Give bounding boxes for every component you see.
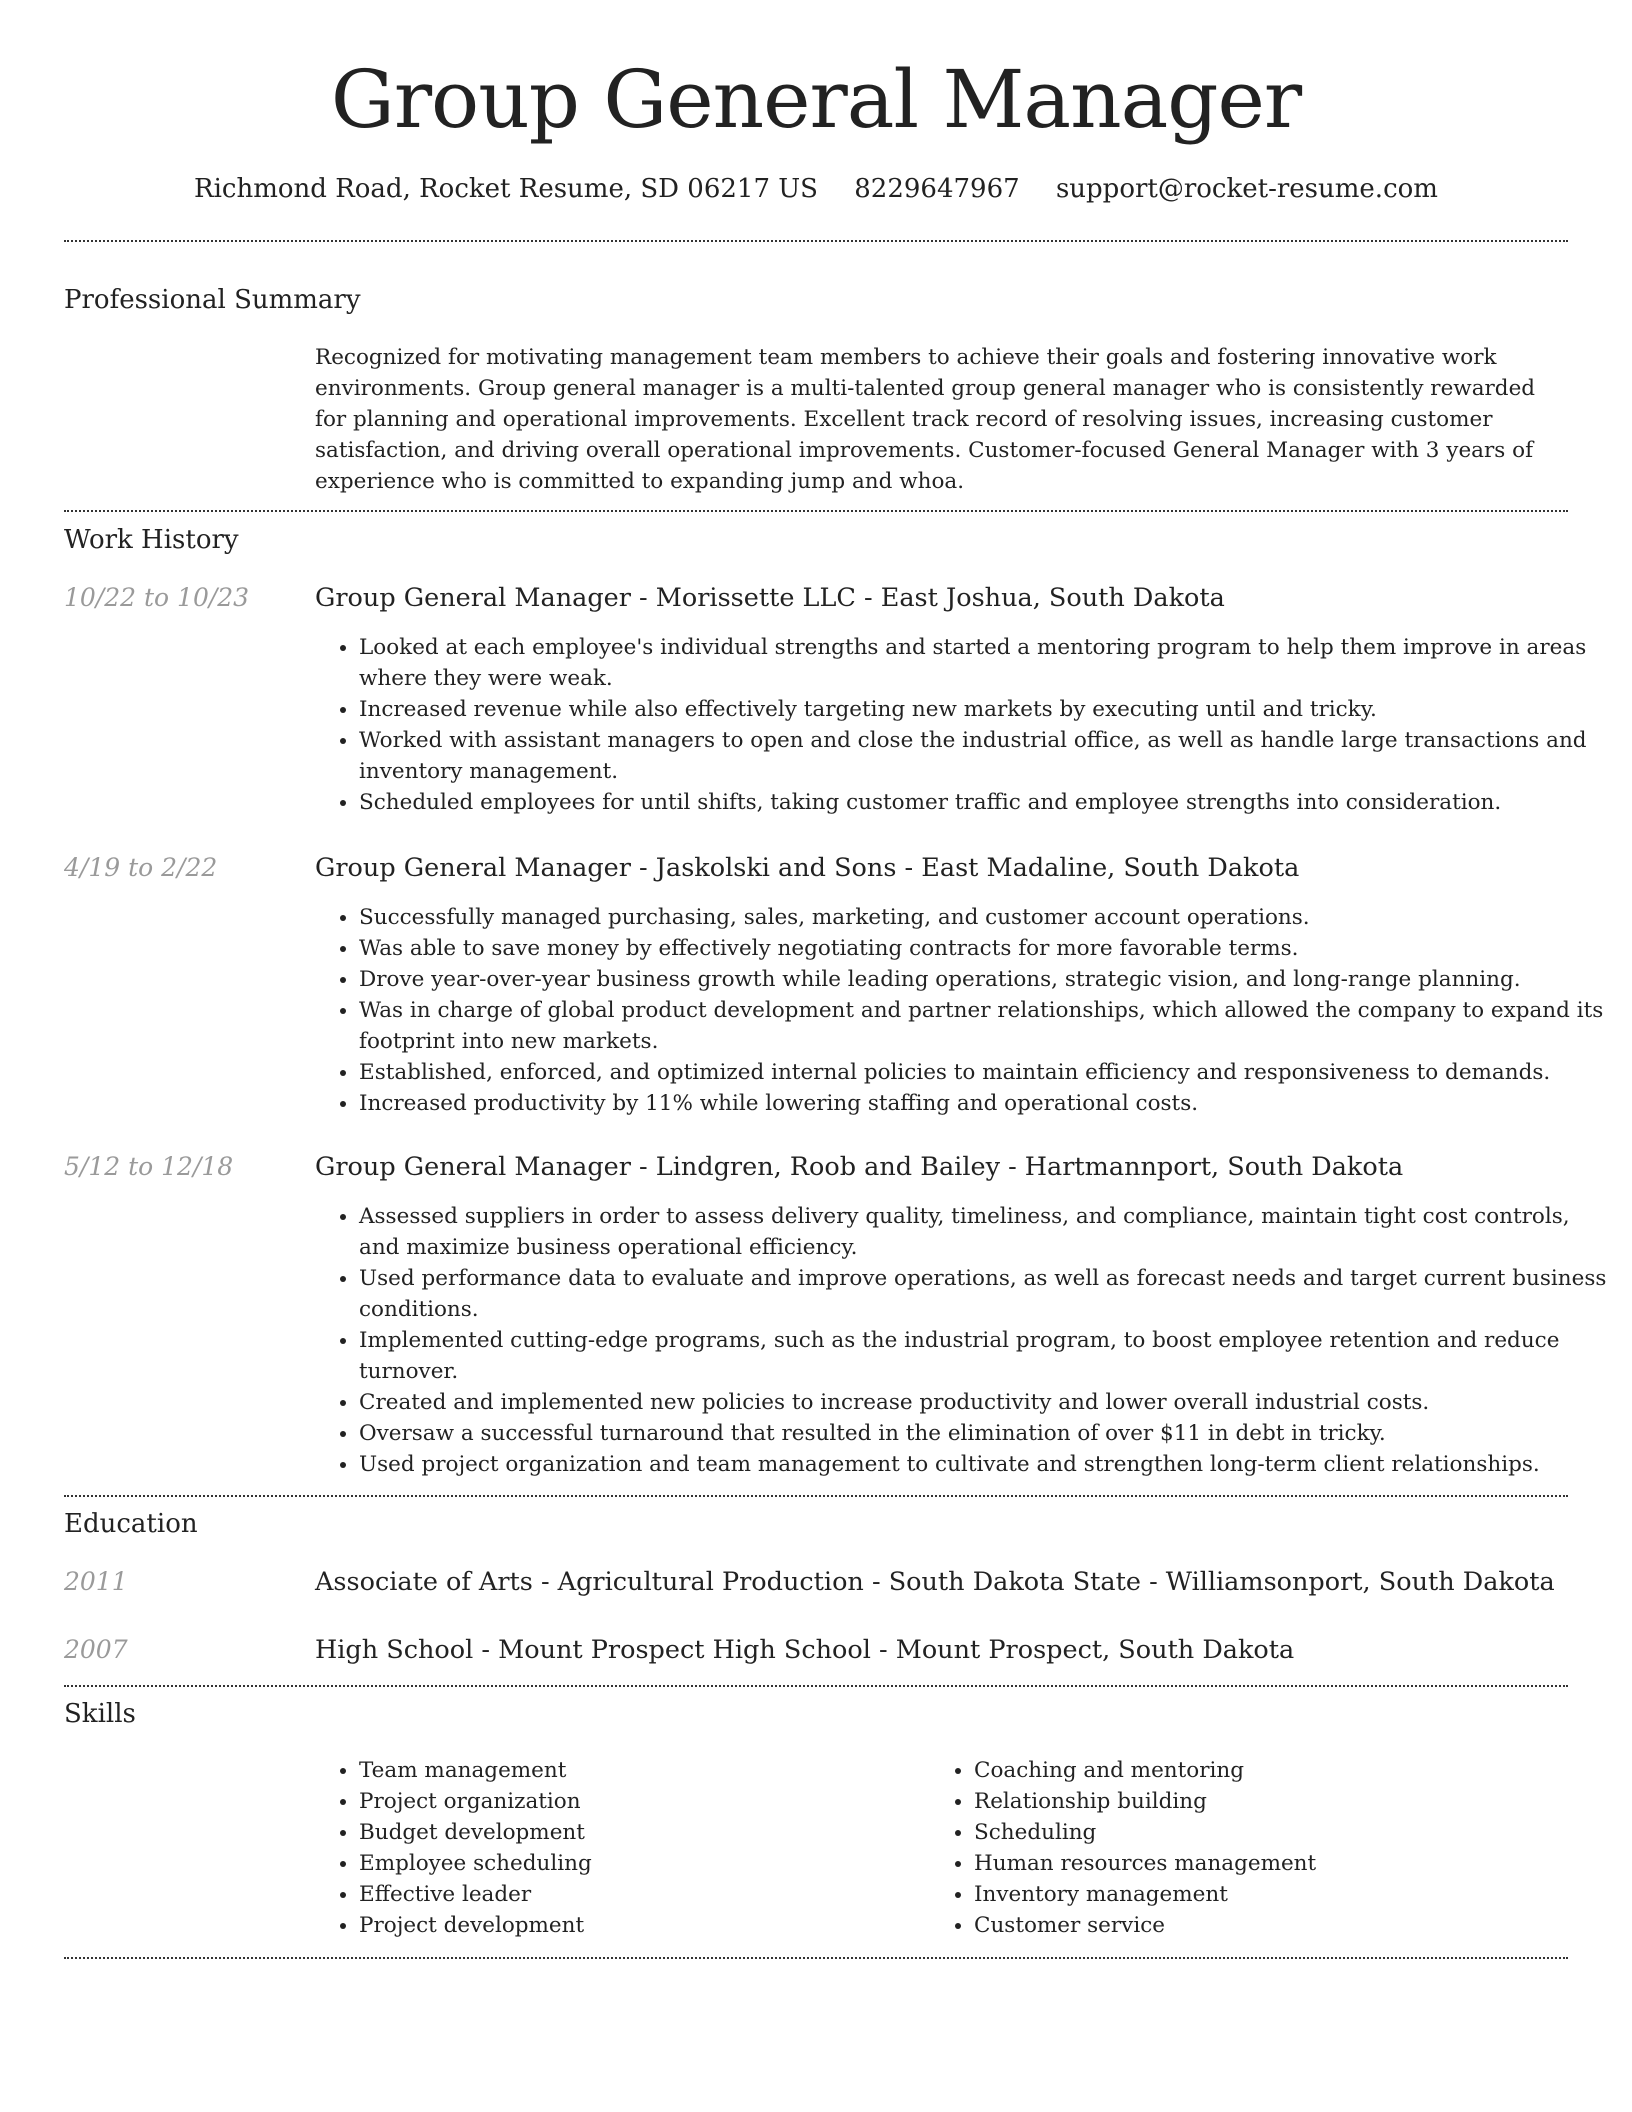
skill-item: • Inventory management (974, 1879, 1574, 1910)
skills-list-left (315, 1755, 919, 1941)
summary-text: Recognized for motivating management team members to achieve their goals and fostering innovative work environments. Group general manager is a multi-talented group general manager who is consistently rewarded for planning and operational improvements. Excellent track record of resolving issues, increasing customer satisfaction, and driving overall operational improvements. Customer-focused General Manager with 3 years of experience who is committed to expanding jump and whoa. (315, 345, 1536, 494)
skill-item: • Relationship building (974, 1786, 1574, 1817)
job-bullet: • Increased revenue while also effectively targeting new markets by executing until and tricky. (359, 694, 1609, 725)
job-bullet: • Successfully managed purchasing, sales, marketing, and customer account operations. (359, 902, 1609, 933)
job-dates: 5/12 to 12/18 (64, 1152, 234, 1181)
skill-item: • Effective leader (359, 1879, 919, 1910)
skills-list-right (930, 1755, 1574, 1941)
job-bullets (315, 1201, 1609, 1480)
contact-phone: 8229647967 (854, 174, 1020, 204)
section-title-work-history: Work History (64, 525, 239, 555)
job-bullet: • Scheduled employees for until shifts, taking customer traffic and employee strengths into consideration. (359, 787, 1609, 818)
contact-line (0, 172, 1632, 206)
job-bullet: • Was able to save money by effectively negotiating contracts for more favorable terms. (359, 933, 1609, 964)
job-bullets (315, 632, 1609, 818)
section-title-summary: Professional Summary (64, 285, 361, 315)
job-bullet: • Used performance data to evaluate and improve operations, as well as forecast needs and target current business conditions. (359, 1263, 1609, 1325)
education-year: 2007 (64, 1635, 128, 1664)
job-bullet: • Oversaw a successful turnaround that resulted in the elimination of over $11 in debt in tricky. (359, 1418, 1609, 1449)
education-year: 2011 (64, 1567, 128, 1596)
job-bullet: • Used project organization and team management to cultivate and strengthen long-term client relationships. (359, 1449, 1609, 1480)
section-divider (64, 1685, 1568, 1687)
job-bullet: • Looked at each employee's individual strengths and started a mentoring program to help them improve in areas where they were weak. (359, 632, 1609, 694)
job-bullet: • Drove year-over-year business growth while leading operations, strategic vision, and long-range planning. (359, 964, 1609, 995)
skill-item: • Project organization (359, 1786, 919, 1817)
job-dates: 4/19 to 2/22 (64, 853, 218, 882)
candidate-name: Group General Manager (330, 53, 1302, 146)
section-divider (64, 1495, 1568, 1497)
contact-address: Richmond Road, Rocket Resume, SD 06217 US (194, 174, 818, 204)
skill-item: • Human resources management (974, 1848, 1574, 1879)
education-heading: Associate of Arts - Agricultural Production - South Dakota State - Williamsonport, South Dakota (315, 1567, 1555, 1597)
section-divider (64, 510, 1568, 512)
skill-item: • Scheduling (974, 1817, 1574, 1848)
skill-item: • Team management (359, 1755, 919, 1786)
job-bullet: • Was in charge of global product development and partner relationships, which allowed the company to expand its footprint into new markets. (359, 995, 1609, 1057)
skill-item: • Customer service (974, 1910, 1574, 1941)
job-heading: Group General Manager - Jaskolski and Sons - East Madaline, South Dakota (315, 853, 1300, 883)
job-heading: Group General Manager - Lindgren, Roob and Bailey - Hartmannport, South Dakota (315, 1152, 1404, 1182)
job-bullet: • Assessed suppliers in order to assess delivery quality, timeliness, and compliance, maintain tight cost controls, and maximize business operational efficiency. (359, 1201, 1609, 1263)
job-bullet: • Established, enforced, and optimized internal policies to maintain efficiency and responsiveness to demands. (359, 1057, 1609, 1088)
skill-item: • Project development (359, 1910, 919, 1941)
section-divider (64, 1957, 1568, 1959)
job-bullets (315, 902, 1609, 1119)
contact-email: support@rocket-resume.com (1055, 174, 1438, 204)
job-heading: Group General Manager - Morissette LLC - East Joshua, South Dakota (315, 583, 1225, 613)
job-bullet: • Worked with assistant managers to open and close the industrial office, as well as handle large transactions and inventory management. (359, 725, 1609, 787)
job-bullet: • Created and implemented new policies to increase productivity and lower overall industrial costs. (359, 1387, 1609, 1418)
skill-item: • Employee scheduling (359, 1848, 919, 1879)
skill-item: • Budget development (359, 1817, 919, 1848)
job-dates: 10/22 to 10/23 (64, 583, 250, 612)
section-title-education: Education (64, 1509, 198, 1539)
section-title-skills: Skills (64, 1699, 136, 1729)
job-bullet: • Increased productivity by 11% while lowering staffing and operational costs. (359, 1088, 1609, 1119)
education-heading: High School - Mount Prospect High School - Mount Prospect, South Dakota (315, 1635, 1295, 1665)
section-divider (64, 240, 1568, 242)
skill-item: • Coaching and mentoring (974, 1755, 1574, 1786)
job-bullet: • Implemented cutting-edge programs, such as the industrial program, to boost employee retention and reduce turnover. (359, 1325, 1609, 1387)
